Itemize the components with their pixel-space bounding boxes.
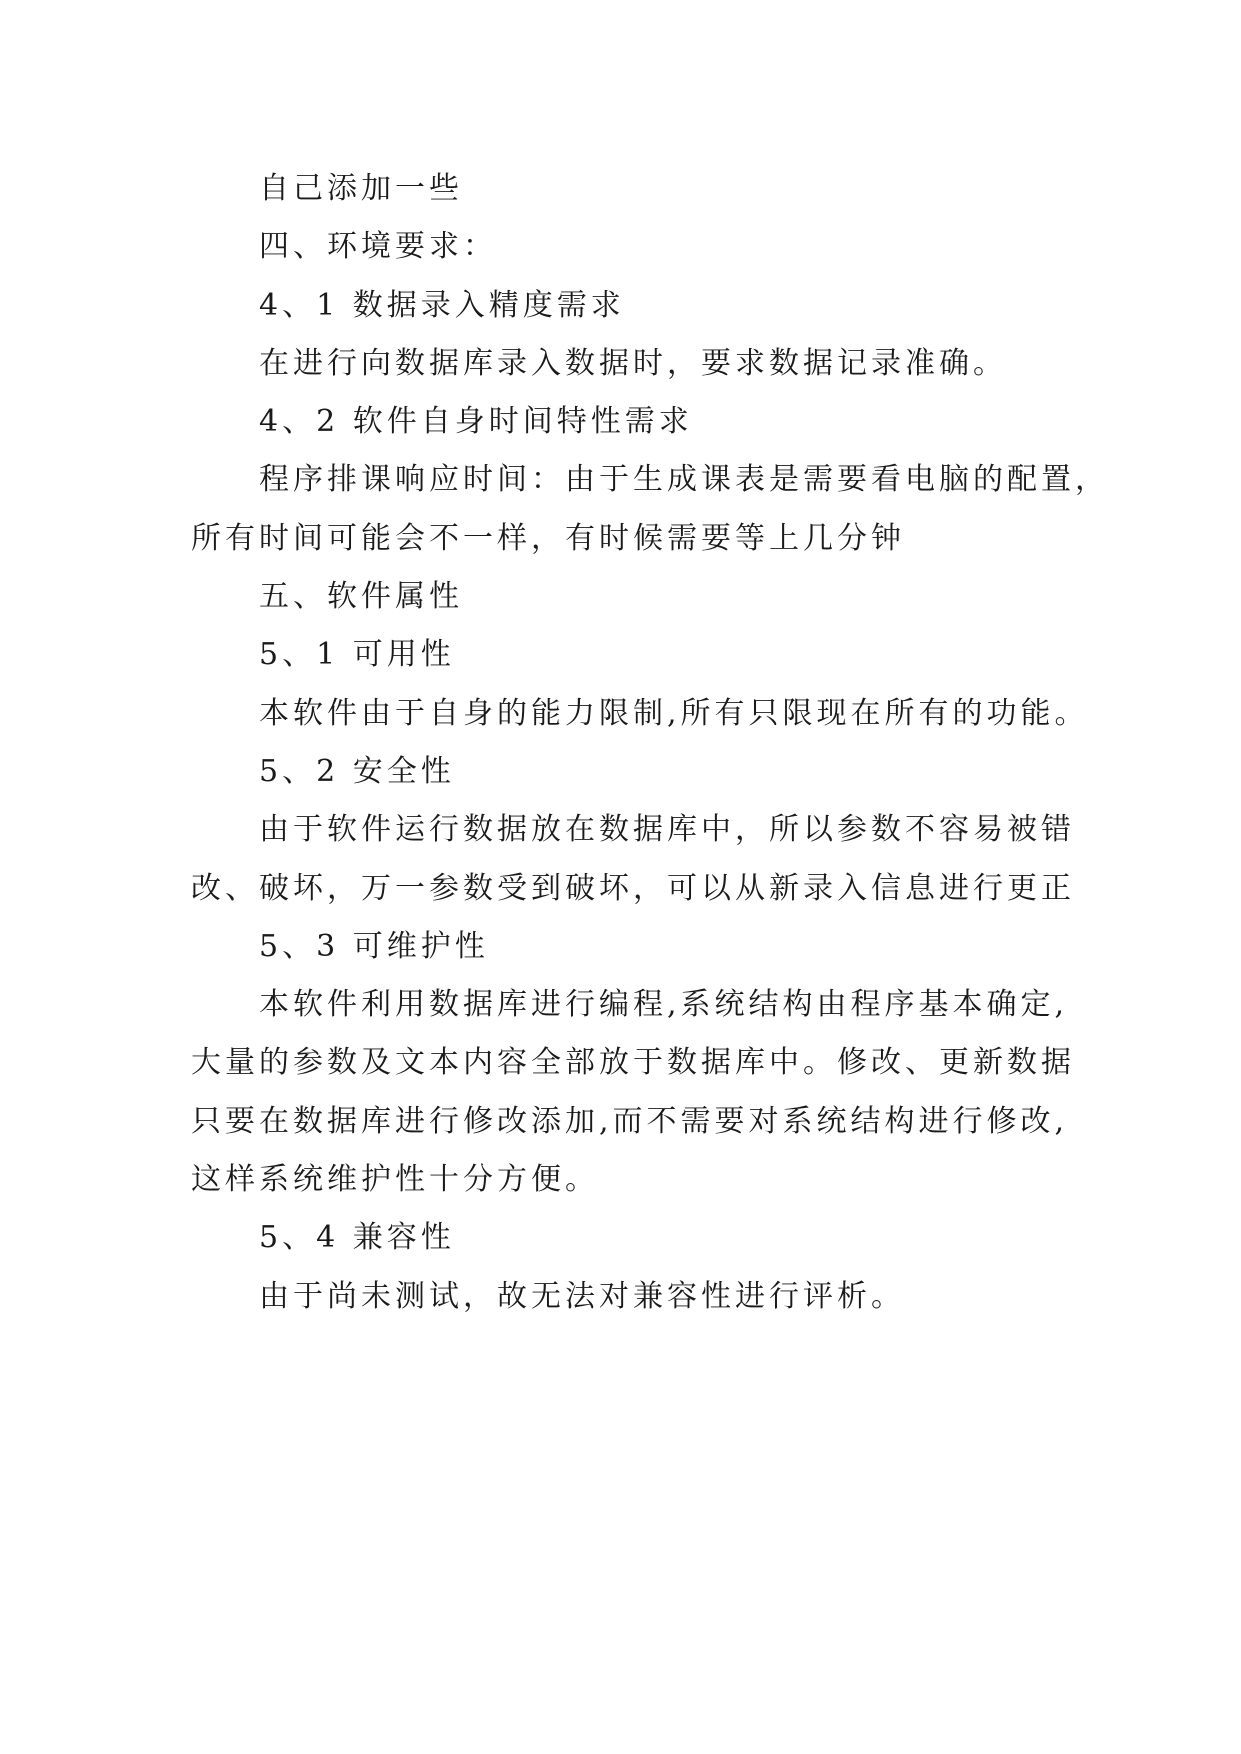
subsection-heading: 5、1 可用性 — [259, 637, 455, 673]
paragraph-line: 只要在数据库进行修改添加,而不需要对系统结构进行修改, — [191, 1103, 1069, 1139]
section-heading: 五、软件属性 — [259, 579, 463, 615]
text-line: 自己添加一些 — [259, 171, 463, 206]
section-heading: 四、环境要求： — [259, 229, 497, 265]
paragraph-line: 在进行向数据库录入数据时，要求数据记录准确。 — [259, 345, 1007, 381]
paragraph-line: 大量的参数及文本内容全部放于数据库中。修改、更新数据 — [191, 1045, 1075, 1081]
subsection-heading: 4、1 数据录入精度需求 — [259, 287, 625, 323]
paragraph-line: 所有时间可能会不一样，有时候需要等上几分钟 — [191, 520, 905, 556]
subsection-heading: 4、2 软件自身时间特性需求 — [259, 404, 693, 440]
subsection-heading: 5、4 兼容性 — [259, 1220, 455, 1256]
paragraph-line: 由于尚未测试，故无法对兼容性进行评析。 — [259, 1278, 905, 1314]
subsection-heading: 5、3 可维护性 — [259, 928, 489, 964]
paragraph-line: 这样系统维护性十分方便。 — [191, 1162, 599, 1198]
document-body — [191, 160, 1109, 1326]
subsection-heading: 5、2 安全性 — [259, 753, 455, 789]
paragraph-line: 改、破坏，万一参数受到破坏，可以从新录入信息进行更正 — [191, 870, 1075, 906]
paragraph-line: 本软件由于自身的能力限制,所有只限现在所有的功能。 — [259, 695, 1089, 731]
paragraph-line: 本软件利用数据库进行编程,系统结构由程序基本确定, — [259, 987, 1069, 1023]
paragraph-line: 程序排课响应时间：由于生成课表是需要看电脑的配置， — [259, 462, 1109, 498]
paragraph-line: 由于软件运行数据放在数据库中，所以参数不容易被错 — [259, 812, 1075, 848]
